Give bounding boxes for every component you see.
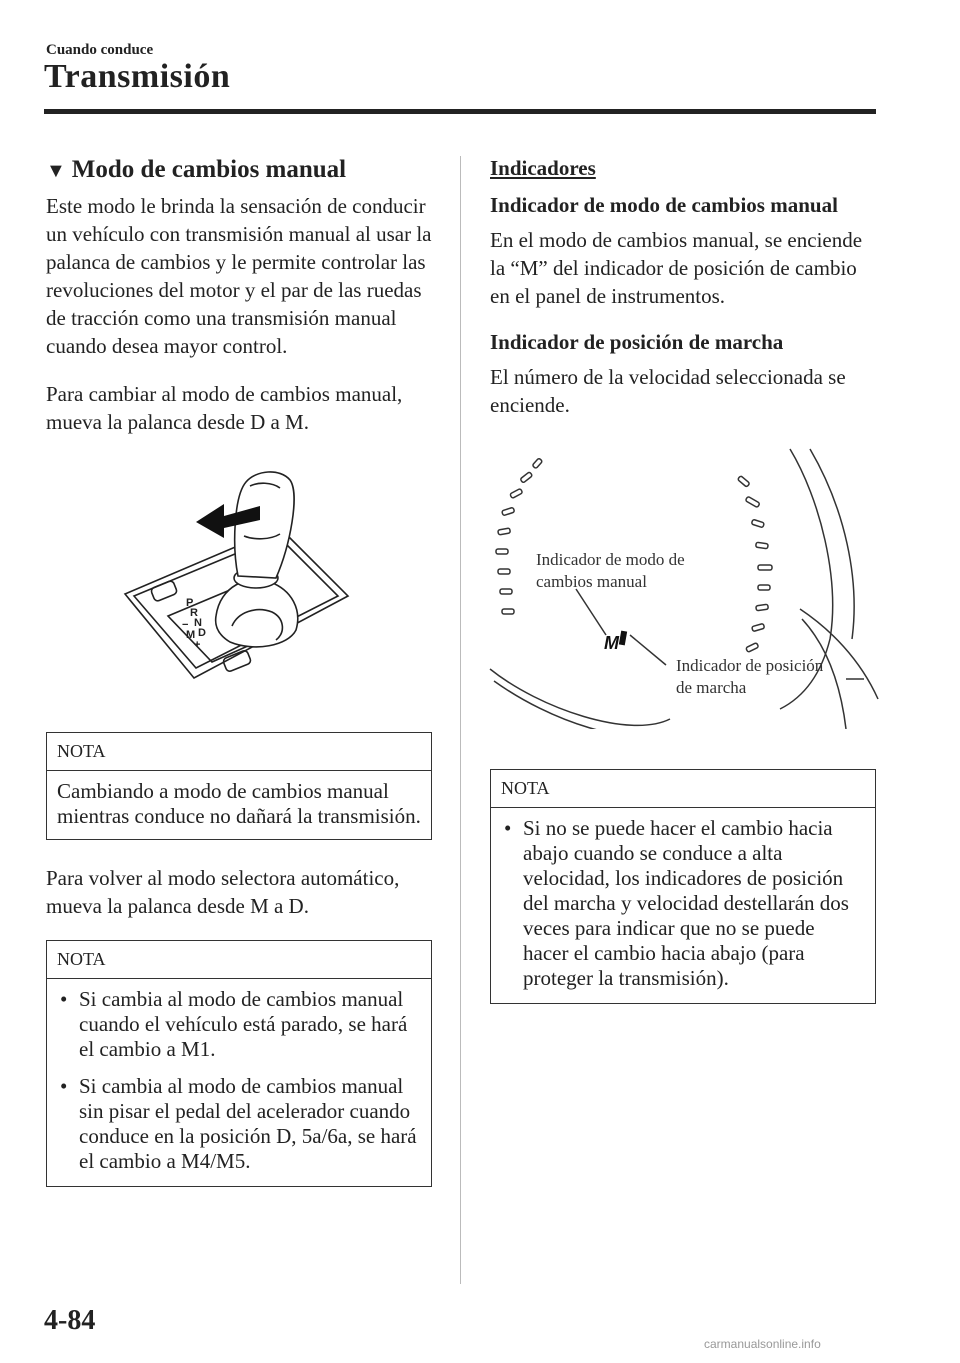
gate-minus: −: [182, 619, 189, 631]
manual-mode-indicator-title: Indicador de modo de cambios manual: [490, 193, 838, 217]
right-column: [490, 156, 876, 1028]
section-label: Cuando conduce: [46, 42, 154, 58]
manual-mode-indicator-text: En el modo de cambios manual, se enciende la “M” del indicador de posición de cambio en el panel de instrumentos.: [490, 228, 863, 308]
switch-paragraph: Para cambiar al modo de cambios manual, mueva la palanca desde D a M.: [46, 382, 403, 434]
note-bullet: • Si cambia al modo de cambios manual sin pisar el pedal del acelerador cuando conduce en la posición D, 5a/6a, se hará el cambio a M4/M5.: [57, 1074, 421, 1174]
note-box-3: [490, 769, 876, 1004]
return-paragraph: Para volver al modo selectora automático, mueva la palanca desde M a D.: [46, 866, 400, 918]
label-manual-mode-indicator: Indicador de modo de cambios manual: [536, 550, 685, 591]
shift-lever-illustration: [120, 466, 360, 696]
gate-letter-n: N: [194, 617, 202, 629]
indicators-heading: Indicadores: [490, 156, 596, 180]
gear-position-glyph: [619, 631, 627, 646]
gear-position-indicator-title: Indicador de posición de marcha: [490, 330, 784, 354]
gear-position-indicator-text: El número de la velocidad seleccionada se enciende.: [490, 365, 846, 417]
instrument-cluster-illustration: [480, 439, 880, 729]
manual-mode-heading: [46, 156, 432, 184]
note-text: Cambiando a modo de cambios manual mientras conduce no dañará la transmisión.: [57, 779, 421, 828]
note-title: NOTA: [47, 733, 431, 771]
note-box-1: [46, 732, 432, 840]
page-title: Transmisión: [44, 58, 231, 95]
left-column: [46, 156, 432, 1211]
manual-mode-glyph: M: [604, 633, 619, 653]
intro-paragraph: Este modo le brinda la sensación de conducir un vehículo con transmisión manual al usar la palanca de cambios y le permite controlar las revoluciones del motor y el par de las ruedas de tracción como una transmisión manual cuando desea mayor control.: [46, 194, 432, 358]
label-gear-position-indicator: Indicador de posición de marcha: [676, 656, 824, 697]
gate-letter-d: D: [198, 627, 206, 639]
note-bullet: • Si cambia al modo de cambios manual cuando el vehículo está parado, se hará el cambio a M1.: [57, 987, 421, 1062]
triangle-down-icon: ▼: [46, 160, 66, 182]
gate-letter-r: R: [190, 607, 198, 619]
page-number: 4-84: [44, 1305, 96, 1336]
title-rule: [44, 109, 876, 114]
manual-mode-heading-text: Modo de cambios manual: [71, 156, 347, 183]
watermark: carmanualsonline.info: [704, 1337, 821, 1351]
gate-letter-p: P: [186, 597, 194, 609]
note-title: NOTA: [491, 770, 875, 808]
note-box-2: [46, 940, 432, 1187]
note-title: NOTA: [47, 941, 431, 979]
note-bullet: • Si no se puede hacer el cambio hacia abajo cuando se conduce a alta velocidad, los indicadores de posición del marcha y velocidad destellarán dos veces para indicar que no se puede hacer el cambio hacia abajo (para proteger la transmisión).: [501, 816, 865, 991]
gate-plus: +: [194, 639, 201, 651]
gate-letter-m: M: [186, 629, 196, 641]
column-divider: [460, 156, 461, 1284]
